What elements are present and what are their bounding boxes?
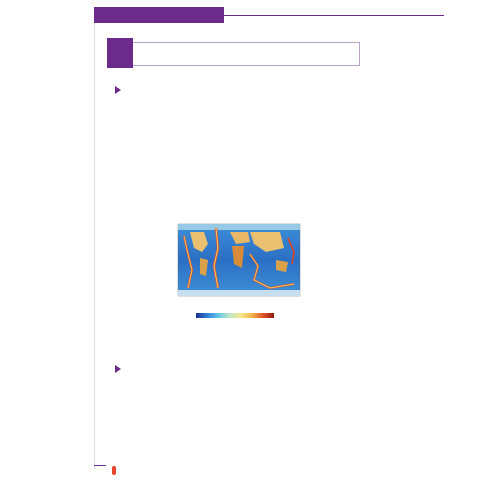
heat-flow-map-image xyxy=(170,218,306,304)
chapter-number xyxy=(107,38,133,68)
section-banner xyxy=(94,7,224,23)
color-scale-bar xyxy=(196,313,274,318)
brand-logo xyxy=(112,466,116,475)
triangle-bullet-icon xyxy=(115,86,121,94)
section-heading-earth-history xyxy=(115,365,125,373)
triangle-bullet-icon xyxy=(115,365,121,373)
section-heading-solar-system xyxy=(115,86,125,94)
banner-rule xyxy=(224,15,444,16)
page-margin-rule xyxy=(94,23,95,469)
chapter-title-frame xyxy=(133,42,360,66)
footer-rule xyxy=(94,465,106,466)
heat-flow-map xyxy=(170,218,306,304)
